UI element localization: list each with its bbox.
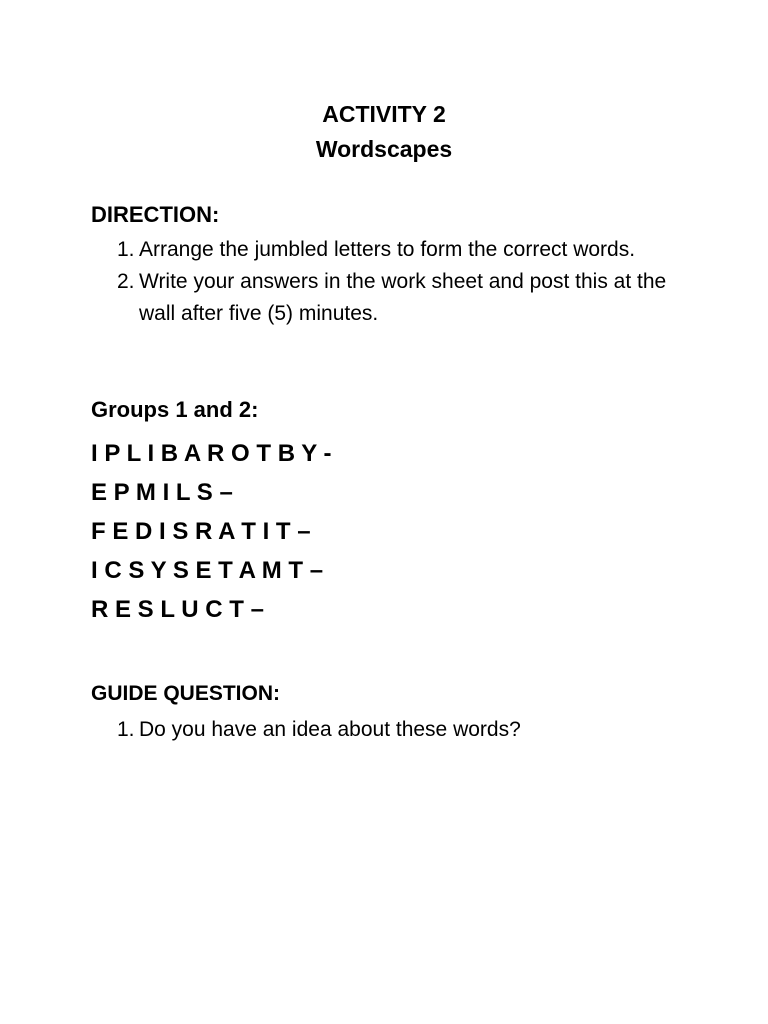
direction-item <box>117 234 707 266</box>
direction-heading: DIRECTION: <box>91 202 220 227</box>
activity-title: ACTIVITY 2 <box>322 101 446 127</box>
jumbled-word: I C S Y S E T A M T – <box>91 557 324 584</box>
title-block <box>0 97 768 167</box>
activity-subtitle: Wordscapes <box>315 136 453 162</box>
list-number: 1. <box>117 238 135 261</box>
guide-question-item <box>117 714 707 746</box>
guide-question-heading: GUIDE QUESTION: <box>91 682 281 705</box>
groups-heading: Groups 1 and 2: <box>91 397 259 422</box>
list-text: Do you have an idea about these words? <box>139 718 521 741</box>
guide-question-list <box>117 714 707 746</box>
list-text: Write your answers in the work sheet and post this at the wall after five (5) minutes. <box>139 270 667 325</box>
jumbled-word: R E S L U C T – <box>91 596 264 623</box>
list-number: 1. <box>117 718 135 741</box>
list-text: Arrange the jumbled letters to form the correct words. <box>139 238 636 261</box>
jumbled-words <box>91 434 332 629</box>
direction-item <box>117 266 707 330</box>
jumbled-word: E P M I L S – <box>91 479 233 506</box>
jumbled-word: F E D I S R A T I T – <box>91 518 311 545</box>
jumbled-word: I P L I B A R O T B Y - <box>91 440 332 467</box>
list-number: 2. <box>117 270 135 293</box>
direction-list <box>117 234 707 330</box>
